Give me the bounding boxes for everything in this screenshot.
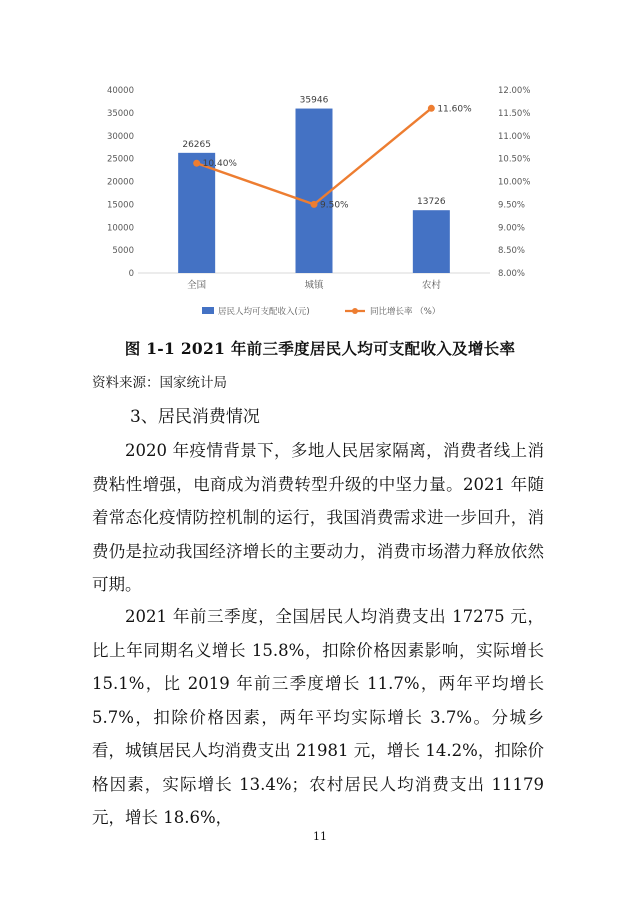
- bar-全国: [178, 153, 215, 273]
- legend-line-label: 同比增长率 （%）: [370, 307, 441, 317]
- category-label: 城镇: [304, 280, 324, 291]
- right-tick-label: 8.50%: [498, 246, 526, 257]
- section-heading: 3、居民消费情况: [130, 407, 260, 427]
- paragraph-2: 2021 年前三季度，全国居民人均消费支出 17275 元，比上年同期名义增长 15.8%，扣除价格因素影响，实际增长 15.1%，比 2019 年前三季度增长 11.7%，两年平均增长 5.7%，扣除价格因素，两年平均实际增长 3.7%。分城乡看，城镇居民人均消费支出 21981 元，增长 14.2%，扣除价格因素，实际增长 13.4%；农村居民人均消费支出 11179 元，增长 18.6%，: [92, 607, 544, 827]
- category-label: 全国: [187, 280, 207, 291]
- left-tick-label: 35000: [106, 108, 134, 119]
- left-tick-label: 5000: [112, 246, 134, 257]
- right-axis-ticks: [498, 86, 530, 279]
- category-label: 农村: [421, 280, 441, 291]
- paragraph-1: 2020 年疫情背景下，多地人民居家隔离，消费者线上消费粘性增强，电商成为消费转型升级的中坚力量。2021 年随着常态化疫情防控机制的运行，我国消费需求进一步回升，消费仍是拉动我国经济增长的主要动力，消费市场潜力释放依然可期。: [92, 441, 544, 594]
- left-tick-label: 30000: [106, 131, 134, 142]
- income-bars: [178, 96, 450, 273]
- bar-城镇: [296, 109, 333, 273]
- left-tick-label: 0: [128, 269, 134, 279]
- legend-line-marker: [352, 308, 358, 314]
- right-tick-label: 9.00%: [498, 223, 526, 234]
- right-tick-label: 10.00%: [498, 177, 531, 188]
- growth-value-label: 9.50%: [320, 200, 349, 211]
- left-tick-label: 20000: [106, 177, 134, 188]
- growth-value-label: 11.60%: [437, 104, 472, 115]
- growth-value-label: 10.40%: [202, 159, 237, 170]
- bar-value-label: 13726: [417, 197, 446, 208]
- right-tick-label: 11.00%: [498, 131, 531, 142]
- left-tick-label: 15000: [106, 200, 134, 211]
- right-tick-label: 8.00%: [498, 269, 526, 279]
- right-tick-label: 12.00%: [498, 86, 531, 96]
- income-growth-chart: [92, 74, 562, 330]
- growth-line: [193, 104, 472, 210]
- data-source: 资料来源：国家统计局: [92, 375, 227, 391]
- growth-point: [428, 105, 435, 112]
- legend-bar-label: 居民人均可支配收入(元): [218, 307, 310, 317]
- category-labels: [187, 279, 441, 291]
- left-axis-ticks: [107, 86, 134, 279]
- right-tick-label: 10.50%: [498, 154, 531, 165]
- page-number: 11: [313, 830, 327, 843]
- growth-point: [311, 201, 318, 208]
- right-tick-label: 11.50%: [498, 108, 531, 119]
- left-tick-label: 25000: [106, 154, 134, 165]
- figure-caption: 图 1-1 2021 年前三季度居民人均可支配收入及增长率: [124, 339, 516, 358]
- bar-value-label: 35946: [299, 95, 329, 106]
- legend-bar-swatch: [202, 307, 214, 314]
- left-tick-label: 40000: [106, 86, 134, 96]
- bar-value-label: 26265: [182, 139, 211, 150]
- right-tick-label: 9.50%: [498, 200, 526, 211]
- bar-农村: [413, 210, 450, 273]
- chart-legend: [202, 306, 440, 317]
- growth-point: [193, 160, 200, 167]
- left-tick-label: 10000: [106, 223, 134, 234]
